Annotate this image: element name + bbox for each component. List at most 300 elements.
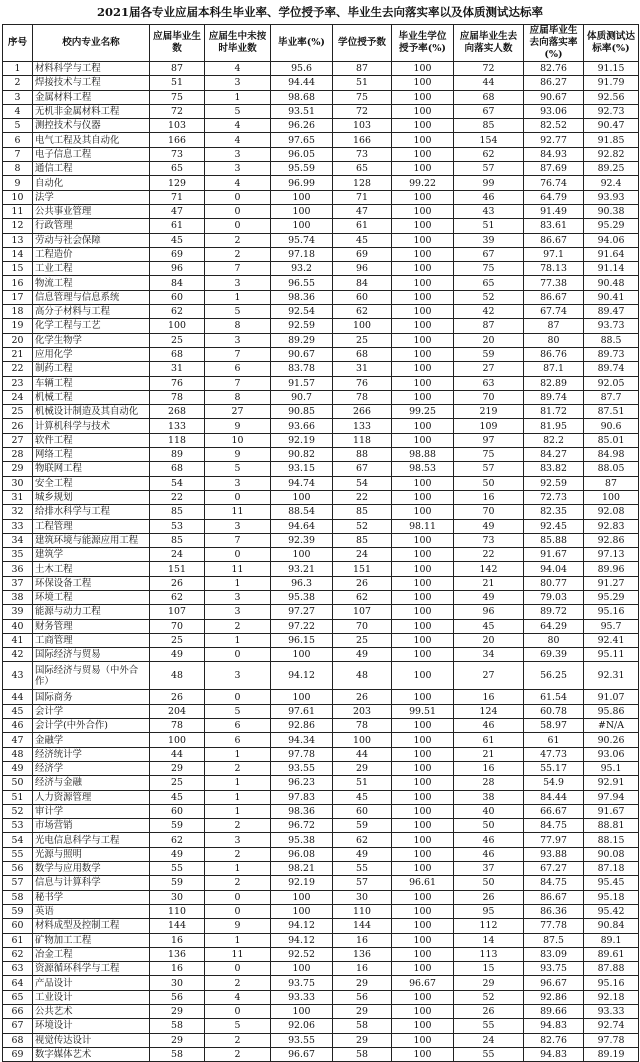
major-name-cell: 法学 bbox=[33, 190, 150, 204]
table-cell: 90.26 bbox=[584, 733, 639, 747]
table-cell: 91.64 bbox=[584, 247, 639, 261]
major-name-cell: 劳动与社会保障 bbox=[33, 233, 150, 247]
table-cell: 86.67 bbox=[524, 233, 584, 247]
table-cell: 70 bbox=[333, 619, 392, 633]
table-cell: 90.48 bbox=[584, 276, 639, 290]
table-cell: 60 bbox=[333, 804, 392, 818]
table-cell: 26 bbox=[150, 576, 205, 590]
table-cell: 7 bbox=[205, 533, 271, 547]
table-cell: 3 bbox=[205, 662, 271, 690]
table-row bbox=[3, 633, 639, 647]
table-cell: 64 bbox=[3, 976, 33, 990]
header-cell: 应届毕业生数 bbox=[150, 25, 205, 62]
table-row bbox=[3, 990, 639, 1004]
table-cell: 84.75 bbox=[524, 819, 584, 833]
table-cell: 100 bbox=[392, 419, 454, 433]
table-cell: 45 bbox=[3, 704, 33, 718]
table-cell: 34 bbox=[454, 648, 524, 662]
table-row bbox=[3, 1033, 639, 1047]
table-row bbox=[3, 548, 639, 562]
table-cell: 97.61 bbox=[271, 704, 333, 718]
major-name-cell: 信息与计算科学 bbox=[33, 876, 150, 890]
table-cell: 57 bbox=[454, 162, 524, 176]
major-name-cell: 城乡规划 bbox=[33, 490, 150, 504]
table-cell: 62 bbox=[150, 590, 205, 604]
table-cell: 42 bbox=[3, 648, 33, 662]
table-cell: 98.68 bbox=[271, 90, 333, 104]
major-name-cell: 化学工程与工艺 bbox=[33, 319, 150, 333]
table-cell: 100 bbox=[392, 290, 454, 304]
table-cell: 100 bbox=[392, 633, 454, 647]
major-name-cell: 工业设计 bbox=[33, 990, 150, 1004]
table-cell: 100 bbox=[392, 919, 454, 933]
major-name-cell: 经济统计学 bbox=[33, 747, 150, 761]
table-cell: 20 bbox=[454, 333, 524, 347]
table-cell: 1 bbox=[205, 576, 271, 590]
table-cell: 93.33 bbox=[271, 990, 333, 1004]
major-name-cell: 机械设计制造及其自动化 bbox=[33, 405, 150, 419]
table-cell: 98.53 bbox=[392, 462, 454, 476]
table-cell: 30 bbox=[150, 976, 205, 990]
table-cell: 87.51 bbox=[584, 405, 639, 419]
table-row bbox=[3, 790, 639, 804]
table-cell: 29 bbox=[150, 1033, 205, 1047]
table-cell: 24 bbox=[333, 548, 392, 562]
table-cell: 100 bbox=[392, 648, 454, 662]
table-cell: 93.06 bbox=[584, 747, 639, 761]
table-cell: 118 bbox=[150, 433, 205, 447]
table-cell: 89.25 bbox=[584, 162, 639, 176]
major-name-cell: 环境设计 bbox=[33, 1019, 150, 1033]
table-cell: 98.21 bbox=[271, 862, 333, 876]
table-cell: 100 bbox=[392, 362, 454, 376]
table-cell: 94.83 bbox=[524, 1047, 584, 1061]
table-cell: 60 bbox=[150, 290, 205, 304]
table-cell: 49 bbox=[150, 847, 205, 861]
table-cell: 96 bbox=[150, 262, 205, 276]
table-cell: 3 bbox=[205, 147, 271, 161]
table-cell: 63 bbox=[454, 376, 524, 390]
table-cell: 89.29 bbox=[271, 333, 333, 347]
page-title: 2021届各专业应届本科生毕业率、学位授予率、毕业生去向落实率以及体质测试达标率 bbox=[96, 5, 543, 19]
table-cell: 3 bbox=[3, 90, 33, 104]
table-cell: 58 bbox=[333, 1019, 392, 1033]
table-cell: 22 bbox=[150, 490, 205, 504]
table-row bbox=[3, 448, 639, 462]
table-cell: 95.29 bbox=[584, 590, 639, 604]
table-cell: 100 bbox=[271, 548, 333, 562]
table-cell: 1 bbox=[205, 862, 271, 876]
major-name-cell: 环保设备工程 bbox=[33, 576, 150, 590]
table-cell: 100 bbox=[271, 204, 333, 218]
table-row bbox=[3, 590, 639, 604]
table-cell: 47 bbox=[3, 733, 33, 747]
header-cell: 序号 bbox=[3, 25, 33, 62]
table-cell: 99.22 bbox=[392, 176, 454, 190]
table-cell: 13 bbox=[3, 233, 33, 247]
table-cell: 100 bbox=[392, 619, 454, 633]
table-cell: 4 bbox=[205, 176, 271, 190]
table-cell: 49 bbox=[454, 590, 524, 604]
major-name-cell: 秘书学 bbox=[33, 890, 150, 904]
table-cell: 95.18 bbox=[584, 890, 639, 904]
table-cell: 103 bbox=[150, 119, 205, 133]
table-cell: 38 bbox=[454, 790, 524, 804]
table-cell: 2 bbox=[205, 233, 271, 247]
table-cell: 46 bbox=[454, 719, 524, 733]
table-cell: 45 bbox=[454, 619, 524, 633]
table-cell: 100 bbox=[392, 133, 454, 147]
table-cell: 2 bbox=[205, 819, 271, 833]
table-cell: 67 bbox=[3, 1019, 33, 1033]
table-row bbox=[3, 562, 639, 576]
table-row bbox=[3, 219, 639, 233]
table-cell: 61 bbox=[333, 219, 392, 233]
table-cell: 0 bbox=[205, 204, 271, 218]
table-cell: 94.83 bbox=[524, 1019, 584, 1033]
major-name-cell: 经济学 bbox=[33, 761, 150, 775]
table-cell: 11 bbox=[205, 562, 271, 576]
table-cell: 72.73 bbox=[524, 490, 584, 504]
table-cell: 96.61 bbox=[392, 876, 454, 890]
table-cell: 103 bbox=[333, 119, 392, 133]
major-name-cell: 材料科学与工程 bbox=[33, 62, 150, 76]
table-row bbox=[3, 162, 639, 176]
table-cell: 78 bbox=[333, 390, 392, 404]
table-cell: 100 bbox=[392, 1019, 454, 1033]
table-cell: 1 bbox=[205, 933, 271, 947]
table-cell: 100 bbox=[392, 333, 454, 347]
table-cell: 2 bbox=[3, 76, 33, 90]
table-cell: 133 bbox=[150, 419, 205, 433]
table-cell: 100 bbox=[392, 733, 454, 747]
table-row bbox=[3, 462, 639, 476]
table-cell: 87.18 bbox=[584, 862, 639, 876]
table-cell: 98.36 bbox=[271, 290, 333, 304]
table-cell: 100 bbox=[271, 190, 333, 204]
table-row bbox=[3, 605, 639, 619]
major-name-cell: 财务管理 bbox=[33, 619, 150, 633]
table-cell: 84.27 bbox=[524, 448, 584, 462]
table-cell: 20 bbox=[454, 633, 524, 647]
table-cell: 91.15 bbox=[584, 62, 639, 76]
major-name-cell: 环境工程 bbox=[33, 590, 150, 604]
table-row bbox=[3, 62, 639, 76]
table-cell: 56 bbox=[150, 990, 205, 1004]
table-cell: 88.81 bbox=[584, 819, 639, 833]
table-cell: 76 bbox=[333, 376, 392, 390]
major-name-cell: 数学与应用数学 bbox=[33, 862, 150, 876]
table-cell: 90.67 bbox=[524, 90, 584, 104]
major-name-cell: 视觉传达设计 bbox=[33, 1033, 150, 1047]
table-cell: 76.74 bbox=[524, 176, 584, 190]
table-cell: 18 bbox=[3, 305, 33, 319]
table-cell: 87 bbox=[150, 62, 205, 76]
table-row bbox=[3, 919, 639, 933]
major-name-cell: 安全工程 bbox=[33, 476, 150, 490]
table-cell: 0 bbox=[205, 904, 271, 918]
table-cell: 268 bbox=[150, 405, 205, 419]
table-cell: 22 bbox=[454, 548, 524, 562]
table-cell: 96.26 bbox=[271, 119, 333, 133]
table-cell: 100 bbox=[392, 562, 454, 576]
table-cell: 2 bbox=[205, 976, 271, 990]
table-cell: 51 bbox=[3, 790, 33, 804]
table-cell: 96.99 bbox=[271, 176, 333, 190]
table-cell: 78 bbox=[150, 719, 205, 733]
table-cell: 25 bbox=[150, 776, 205, 790]
table-cell: 85 bbox=[454, 119, 524, 133]
table-cell: 1 bbox=[205, 804, 271, 818]
major-name-cell: 计算机科学与技术 bbox=[33, 419, 150, 433]
table-cell: 80 bbox=[524, 333, 584, 347]
table-row bbox=[3, 276, 639, 290]
table-cell: 90.84 bbox=[584, 919, 639, 933]
table-cell: 92.74 bbox=[584, 1019, 639, 1033]
table-cell: 100 bbox=[392, 190, 454, 204]
table-cell: 95.1 bbox=[584, 761, 639, 775]
table-cell: 92.83 bbox=[584, 519, 639, 533]
table-cell: 65 bbox=[150, 162, 205, 176]
table-cell: 100 bbox=[271, 904, 333, 918]
table-row bbox=[3, 290, 639, 304]
table-cell: 96 bbox=[333, 262, 392, 276]
table-cell: 100 bbox=[392, 776, 454, 790]
table-cell: 1 bbox=[205, 747, 271, 761]
table-cell: 87.1 bbox=[524, 362, 584, 376]
table-cell: 16 bbox=[3, 276, 33, 290]
table-cell: 38 bbox=[3, 590, 33, 604]
table-cell: 48 bbox=[3, 747, 33, 761]
major-name-cell: 车辆工程 bbox=[33, 376, 150, 390]
major-name-cell: 冶金工程 bbox=[33, 947, 150, 961]
table-cell: 16 bbox=[150, 962, 205, 976]
major-name-cell: 无机非金属材料工程 bbox=[33, 104, 150, 118]
table-cell: 100 bbox=[271, 890, 333, 904]
table-row bbox=[3, 433, 639, 447]
table-cell: 28 bbox=[3, 448, 33, 462]
table-cell: 90.85 bbox=[271, 405, 333, 419]
table-cell: 79.03 bbox=[524, 590, 584, 604]
table-row bbox=[3, 833, 639, 847]
table-cell: 94.12 bbox=[271, 662, 333, 690]
table-cell: 44 bbox=[3, 690, 33, 704]
table-cell: 100 bbox=[392, 247, 454, 261]
table-cell: 94.06 bbox=[584, 233, 639, 247]
table-cell: 93.15 bbox=[271, 462, 333, 476]
table-cell: 61.54 bbox=[524, 690, 584, 704]
table-row bbox=[3, 619, 639, 633]
table-cell: 61 bbox=[454, 733, 524, 747]
table-cell: 87.88 bbox=[584, 962, 639, 976]
table-body bbox=[3, 62, 639, 1062]
table-cell: 93.73 bbox=[584, 319, 639, 333]
table-cell: 54 bbox=[3, 833, 33, 847]
table-cell: 100 bbox=[271, 219, 333, 233]
major-name-cell: 通信工程 bbox=[33, 162, 150, 176]
table-cell: 151 bbox=[333, 562, 392, 576]
table-cell: 95 bbox=[454, 904, 524, 918]
major-name-cell: 审计学 bbox=[33, 804, 150, 818]
table-cell: 92.59 bbox=[271, 319, 333, 333]
table-cell: 93.06 bbox=[524, 104, 584, 118]
table-cell: 68 bbox=[333, 347, 392, 361]
table-cell: 45 bbox=[150, 233, 205, 247]
table-cell: 93.66 bbox=[271, 419, 333, 433]
table-cell: 219 bbox=[454, 405, 524, 419]
table-cell: 88 bbox=[333, 448, 392, 462]
table-cell: 92.41 bbox=[584, 633, 639, 647]
table-cell: 100 bbox=[392, 433, 454, 447]
table-cell: 94.44 bbox=[271, 76, 333, 90]
table-cell: 29 bbox=[150, 761, 205, 775]
table-cell: 57 bbox=[3, 876, 33, 890]
table-cell: 39 bbox=[454, 233, 524, 247]
table-cell: 100 bbox=[392, 233, 454, 247]
major-name-cell: 焊接技术与工程 bbox=[33, 76, 150, 90]
table-cell: 124 bbox=[454, 704, 524, 718]
table-cell: 52 bbox=[454, 990, 524, 1004]
major-name-cell: 机械工程 bbox=[33, 390, 150, 404]
table-cell: 84.93 bbox=[524, 147, 584, 161]
table-cell: 29 bbox=[333, 1033, 392, 1047]
table-cell: 96.67 bbox=[524, 976, 584, 990]
table-cell: 98.11 bbox=[392, 519, 454, 533]
table-cell: 100 bbox=[271, 962, 333, 976]
major-name-cell: 电子信息工程 bbox=[33, 147, 150, 161]
table-cell: 69 bbox=[150, 247, 205, 261]
table-cell: 1 bbox=[205, 633, 271, 647]
table-cell: 90.38 bbox=[584, 204, 639, 218]
table-cell: 4 bbox=[205, 62, 271, 76]
table-cell: 85 bbox=[150, 505, 205, 519]
table-cell: 100 bbox=[150, 733, 205, 747]
table-row bbox=[3, 405, 639, 419]
table-cell: 100 bbox=[333, 319, 392, 333]
table-cell: 82.76 bbox=[524, 1033, 584, 1047]
table-cell: 78.13 bbox=[524, 262, 584, 276]
table-cell: 11 bbox=[205, 505, 271, 519]
major-name-cell: 材料成型及控制工程 bbox=[33, 919, 150, 933]
major-name-cell: 资源循环科学与工程 bbox=[33, 962, 150, 976]
table-row bbox=[3, 519, 639, 533]
table-row bbox=[3, 362, 639, 376]
table-row bbox=[3, 233, 639, 247]
table-cell: 73 bbox=[150, 147, 205, 161]
table-cell: 100 bbox=[392, 505, 454, 519]
table-row bbox=[3, 1005, 639, 1019]
table-cell: 59 bbox=[3, 904, 33, 918]
table-cell: 26 bbox=[333, 576, 392, 590]
table-cell: 91.67 bbox=[524, 548, 584, 562]
table-cell: 90.6 bbox=[584, 419, 639, 433]
table-cell: 0 bbox=[205, 1005, 271, 1019]
table-cell: 24 bbox=[454, 1033, 524, 1047]
major-name-cell: 物流工程 bbox=[33, 276, 150, 290]
table-cell: 86.67 bbox=[524, 290, 584, 304]
table-cell: 100 bbox=[392, 305, 454, 319]
table-row bbox=[3, 890, 639, 904]
table-cell: 97.27 bbox=[271, 605, 333, 619]
table-cell: 45 bbox=[333, 233, 392, 247]
table-cell: 93.55 bbox=[271, 1033, 333, 1047]
table-cell: 51 bbox=[454, 219, 524, 233]
table-cell: 60 bbox=[3, 919, 33, 933]
table-cell: 91.27 bbox=[584, 576, 639, 590]
table-cell: 2 bbox=[205, 1047, 271, 1061]
table-cell: 100 bbox=[150, 319, 205, 333]
table-cell: 95.6 bbox=[271, 62, 333, 76]
table-cell: 29 bbox=[3, 462, 33, 476]
table-cell: 100 bbox=[392, 590, 454, 604]
table-cell: 92.77 bbox=[524, 133, 584, 147]
table-cell: 67.27 bbox=[524, 862, 584, 876]
major-name-cell: 矿物加工工程 bbox=[33, 933, 150, 947]
statistics-table bbox=[2, 24, 639, 1062]
table-cell: 3 bbox=[205, 519, 271, 533]
table-cell: 100 bbox=[392, 162, 454, 176]
table-cell: 27 bbox=[3, 433, 33, 447]
table-row bbox=[3, 476, 639, 490]
table-cell: 94.34 bbox=[271, 733, 333, 747]
table-cell: 94.04 bbox=[524, 562, 584, 576]
table-cell: 107 bbox=[333, 605, 392, 619]
table-cell: 21 bbox=[3, 347, 33, 361]
table-cell: 7 bbox=[3, 147, 33, 161]
table-row bbox=[3, 147, 639, 161]
table-cell: 52 bbox=[3, 804, 33, 818]
table-cell: 60 bbox=[150, 804, 205, 818]
table-cell: 89.74 bbox=[524, 390, 584, 404]
table-cell: 60 bbox=[333, 290, 392, 304]
table-cell: 96.23 bbox=[271, 776, 333, 790]
table-cell: 87 bbox=[454, 319, 524, 333]
table-cell: 81.72 bbox=[524, 405, 584, 419]
table-cell: 10 bbox=[205, 433, 271, 447]
table-cell: 29 bbox=[333, 1005, 392, 1019]
table-cell: 4 bbox=[205, 133, 271, 147]
table-cell: 112 bbox=[454, 919, 524, 933]
major-name-cell: 市场营销 bbox=[33, 819, 150, 833]
table-row bbox=[3, 90, 639, 104]
table-cell: 100 bbox=[392, 904, 454, 918]
table-cell: 9 bbox=[205, 448, 271, 462]
table-cell: 110 bbox=[333, 904, 392, 918]
table-cell: 203 bbox=[333, 704, 392, 718]
table-cell: 92.19 bbox=[271, 876, 333, 890]
table-cell: 62 bbox=[333, 590, 392, 604]
table-row bbox=[3, 733, 639, 747]
table-cell: 16 bbox=[454, 490, 524, 504]
table-cell: 67 bbox=[333, 462, 392, 476]
table-cell: 89.73 bbox=[584, 347, 639, 361]
table-cell: 86.36 bbox=[524, 904, 584, 918]
table-cell: 92.45 bbox=[524, 519, 584, 533]
table-cell: 44 bbox=[150, 747, 205, 761]
table-cell: 90.67 bbox=[271, 347, 333, 361]
table-cell: 89.61 bbox=[584, 947, 639, 961]
table-cell: 0 bbox=[205, 548, 271, 562]
table-cell: 23 bbox=[3, 376, 33, 390]
table-cell: 62 bbox=[454, 147, 524, 161]
table-cell: 46 bbox=[454, 847, 524, 861]
table-cell: 84 bbox=[333, 276, 392, 290]
table-cell: 87 bbox=[333, 62, 392, 76]
table-cell: 58 bbox=[150, 1047, 205, 1061]
table-cell: 61 bbox=[3, 933, 33, 947]
table-cell: 100 bbox=[392, 576, 454, 590]
table-cell: 37 bbox=[454, 862, 524, 876]
